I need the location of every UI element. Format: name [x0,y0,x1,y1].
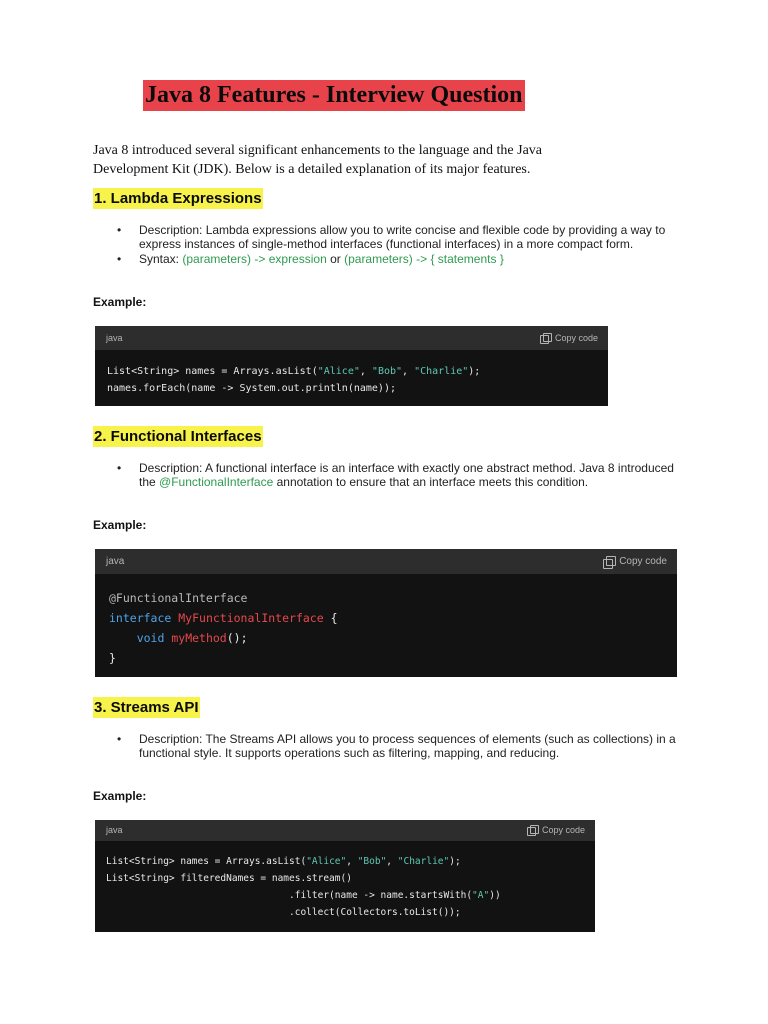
code-block-header [95,820,595,841]
code-language-label: java [106,556,125,567]
code-block-lambda [95,326,608,406]
copy-code-button[interactable] [540,326,598,350]
copy-code-label: Copy code [554,333,598,343]
example-label: Example: [93,295,147,309]
lambda-syntax-item [117,252,677,266]
page-title: Java 8 Features - Interview Question [143,80,525,111]
syntax-prefix: Syntax: [139,251,183,266]
code-language-label: java [106,333,123,343]
syntax-code-expression: (parameters) -> expression [182,251,327,266]
code-block-header [95,326,608,350]
code-block-streams [95,820,595,932]
copy-code-button[interactable] [527,820,585,841]
lambda-description-item [117,223,677,252]
functional-description-item: • Description: A functional interface is an interface with exactly one abstract method. Java 8 introduced the @FunctionalInterface annotation to ensure that an interface meets this condition. [117,461,677,490]
streams-bullet-list [117,732,677,761]
copy-code-button[interactable] [603,549,667,574]
functional-interface-inline-code: @FunctionalInterface [159,475,274,490]
lambda-bullet-list [117,223,677,266]
functional-bullet-list [117,461,677,490]
copy-icon [540,333,551,344]
code-content: @FunctionalInterface interface MyFunctionalInterface { void myMethod(); } [109,591,338,665]
syntax-or: or [326,251,345,266]
intro-paragraph: Java 8 introduced several significant enhancements to the language and the Java Development Kit (JDK). Below is a detailed explanation of its major features. [93,143,542,177]
code-language-label: java [106,825,123,835]
copy-code-label: Copy code [619,556,667,567]
example-label: Example: [93,789,147,803]
code-block-header [95,549,677,574]
copy-icon [527,825,538,836]
copy-code-label: Copy code [541,825,585,835]
code-content: List<String> names = Arrays.asList("Alice", "Bob", "Charlie"); names.forEach(name -> System.out.println(name)); [107,366,481,394]
lambda-description-text: Description: Lambda expressions allow you to write concise and flexible code by providing a way to express instances of single-method interfaces (functional interfaces) in a more compact form. [139,223,666,252]
code-block-functional-interface [95,549,677,677]
copy-icon [603,556,615,568]
section-heading-lambda: 1. Lambda Expressions [94,190,262,207]
streams-description-item: • Description: The Streams API allows you to process sequences of elements (such as collections) in a functional style. It supports operations such as filtering, mapping, and reducing. [117,732,677,761]
code-content: List<String> names = Arrays.asList("Alice", "Bob", "Charlie"); List<String> filteredNames = names.stream() .filter(name -> name.startsWith("A")) .collect(Collectors.toList()); [106,856,501,918]
syntax-code-statements: (parameters) -> { statements } [344,251,504,266]
section-heading-streams: 3. Streams API [94,699,199,716]
example-label: Example: [93,518,147,532]
section-heading-functional-interfaces: 2. Functional Interfaces [94,428,262,445]
